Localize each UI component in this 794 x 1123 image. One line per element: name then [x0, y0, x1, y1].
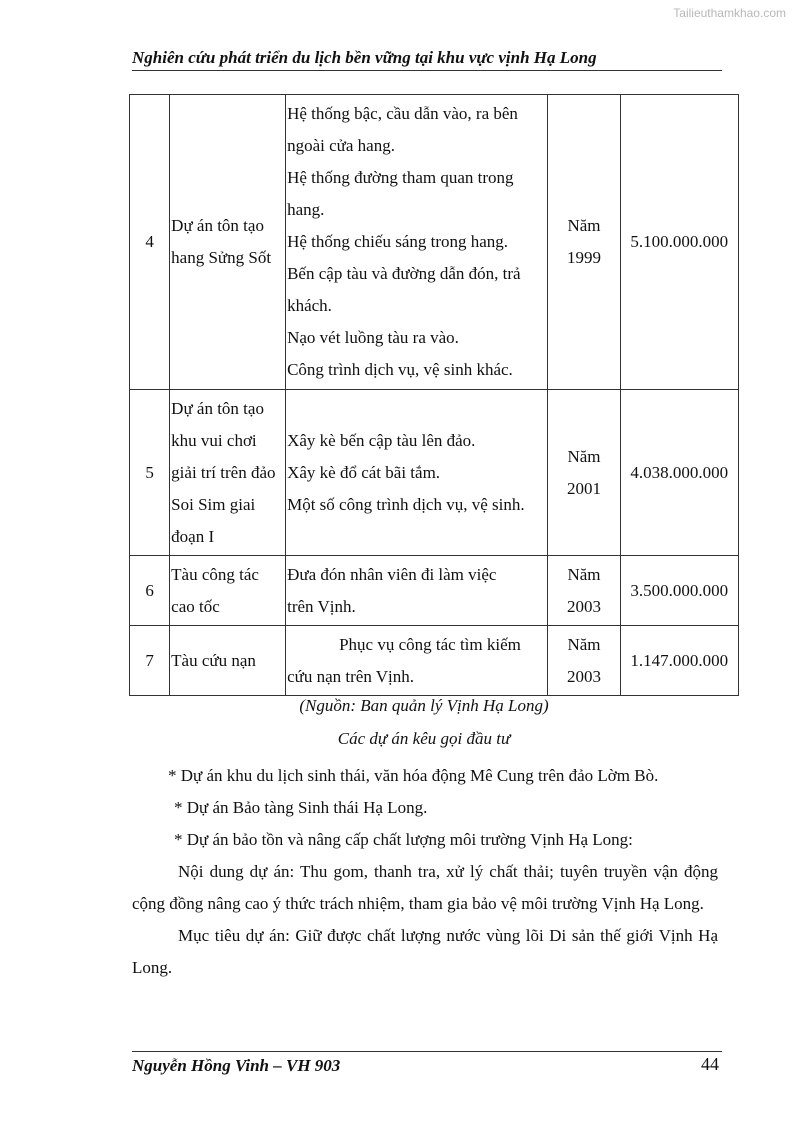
content-line: Công trình dịch vụ, vệ sinh khác.: [287, 360, 513, 379]
page-number: 44: [701, 1054, 719, 1074]
content-line: Xây kè bến cập tàu lên đảo.: [287, 430, 476, 450]
name-line: giải trí trên đảo: [171, 462, 276, 482]
year-line: 2001: [566, 478, 601, 498]
content-line: Một số công trình dịch vụ, vệ sinh.: [287, 494, 525, 514]
project-cost: 3.500.000.000: [620, 556, 739, 626]
name-line: hang Sửng Sốt: [171, 248, 272, 267]
content-line: khách.: [287, 296, 332, 315]
bullet-item: * Dự án khu du lịch sinh thái, văn hóa động Mê Cung trên đảo Lờm Bò.: [168, 766, 659, 785]
project-content: [286, 95, 548, 390]
page-footer: [132, 1051, 722, 1082]
table-source: (Nguồn: Ban quản lý Vịnh Hạ Long): [299, 696, 549, 715]
content-line: hang.: [287, 200, 325, 219]
name-line: Soi Sim giai: [171, 494, 256, 514]
project-content: [286, 556, 548, 626]
projects-table: [129, 94, 739, 696]
project-year: [548, 556, 620, 626]
bullet-item: * Dự án Bảo tàng Sinh thái Hạ Long.: [174, 798, 428, 817]
content-line: Phục vụ công tác tìm kiếm: [339, 634, 521, 654]
row-number: 5: [130, 390, 170, 556]
project-name: [170, 390, 286, 556]
name-line: khu vui chơi: [171, 430, 257, 450]
content-line: Hệ thống đường tham quan trong: [287, 168, 514, 187]
content-line: ngoài cửa hang.: [287, 136, 395, 155]
project-year: [548, 626, 620, 696]
watermark: Tailieuthamkhao.com: [673, 6, 786, 20]
name-line: Tàu cứu nạn: [171, 650, 256, 670]
section-subtitle: Các dự án kêu gọi đầu tư: [337, 729, 511, 748]
name-line: cao tốc: [171, 596, 220, 616]
row-number: 4: [130, 95, 170, 390]
project-name: [170, 95, 286, 390]
name-line: Dự án tôn tạo: [171, 398, 264, 418]
name-line: Dự án tôn tạo: [171, 216, 264, 235]
table-row: [130, 556, 739, 626]
content-line: Nạo vét luồng tàu ra vào.: [287, 328, 459, 347]
year-line: Năm: [567, 216, 601, 235]
page-header: Nghiên cứu phát triển du lịch bền vững tại khu vực vịnh Hạ Long: [132, 48, 722, 71]
body-text: [132, 760, 718, 984]
name-line: Tàu công tác: [171, 564, 259, 584]
project-cost: 4.038.000.000: [620, 390, 739, 556]
project-cost: 5.100.000.000: [620, 95, 739, 390]
year-line: Năm: [567, 634, 601, 654]
year-line: Năm: [567, 564, 601, 584]
project-content: [286, 626, 548, 696]
project-year: [548, 95, 620, 390]
project-name: [170, 556, 286, 626]
paragraph: Mục tiêu dự án: Giữ được chất lượng nước vùng lõi Di sản thế giới Vịnh Hạ Long.: [132, 926, 718, 977]
content-line: trên Vịnh.: [287, 596, 356, 616]
year-line: 2003: [566, 666, 601, 686]
content-line: cứu nạn trên Vịnh.: [287, 666, 415, 686]
paragraph: Nội dung dự án: Thu gom, thanh tra, xử lý chất thải; tuyên truyền vận động cộng đồng nâng cao ý thức trách nhiệm, tham gia bảo vệ môi trường Vịnh Hạ Long.: [132, 862, 718, 913]
content-line: Xây kè đổ cát bãi tắm.: [287, 462, 441, 482]
name-line: đoạn I: [171, 526, 215, 546]
footer-author: Nguyễn Hồng Vinh – VH 903: [132, 1056, 341, 1075]
content-line: Hệ thống chiếu sáng trong hang.: [287, 232, 509, 251]
project-content: [286, 390, 548, 556]
bullet-item: * Dự án bảo tồn và nâng cấp chất lượng môi trường Vịnh Hạ Long:: [174, 830, 633, 849]
row-number: 7: [130, 626, 170, 696]
project-name: [170, 626, 286, 696]
row-number: 6: [130, 556, 170, 626]
table-row: [130, 626, 739, 696]
year-line: 2003: [566, 596, 601, 616]
content-line: Bến cập tàu và đường dẫn đón, trả: [287, 264, 521, 283]
table-row: [130, 95, 739, 390]
year-line: Năm: [567, 446, 601, 466]
table-row: [130, 390, 739, 556]
content-line: Hệ thống bậc, cầu dẫn vào, ra bên: [287, 104, 518, 123]
project-cost: 1.147.000.000: [620, 626, 739, 696]
project-year: [548, 390, 620, 556]
content-line: Đưa đón nhân viên đi làm việc: [287, 564, 497, 584]
year-line: 1999: [566, 248, 601, 267]
